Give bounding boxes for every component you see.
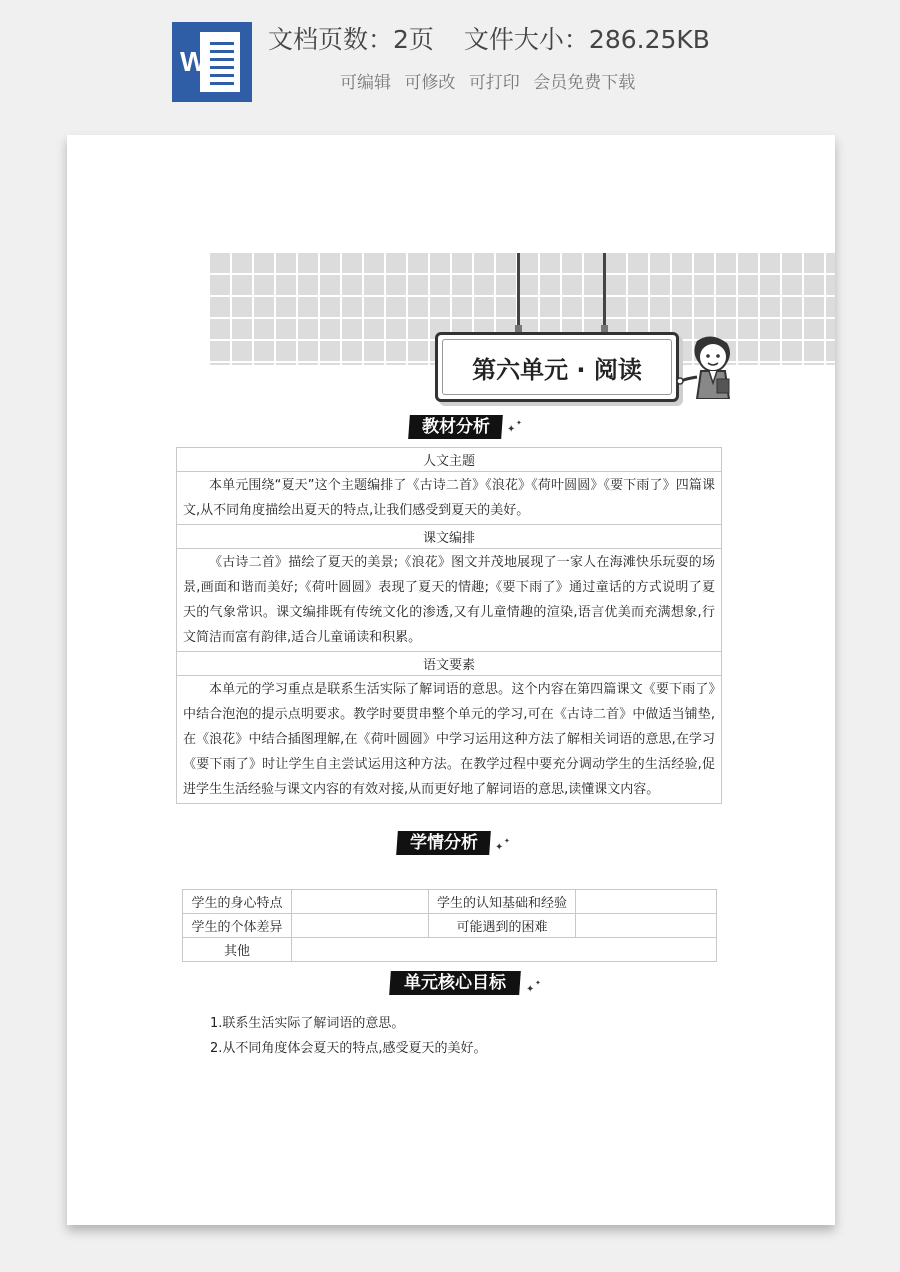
page-count: 文档页数：2页	[268, 25, 434, 54]
row-body-theme: 本单元围绕“夏天”这个主题编排了《古诗二首》《浪花》《荷叶圆圆》《要下雨了》四篇课文,从不同角度描绘出夏天的特点,让我们感受到夏天的美好。	[177, 472, 722, 525]
feature-member-download: 会员免费下载	[533, 73, 636, 93]
row-heading-arrangement: 课文编排	[177, 525, 722, 549]
unit-goals-text: 单元核心目标	[404, 973, 506, 993]
cell-empty	[292, 914, 429, 938]
unit-title: 第六单元 · 阅读	[442, 339, 672, 395]
download-header	[0, 0, 900, 120]
goal-item: 2.从不同角度体会夏天的特点,感受夏天的美好。	[210, 1041, 487, 1056]
cell-physical-mental: 学生的身心特点	[183, 890, 292, 914]
student-analysis-table	[182, 889, 717, 962]
feature-modifiable: 可修改	[404, 73, 456, 93]
student-analysis-label	[396, 831, 491, 855]
file-info	[268, 20, 740, 56]
rod-cap-right	[601, 325, 608, 332]
unit-goals-label	[389, 971, 521, 995]
teacher-cartoon-icon	[675, 333, 737, 399]
document-page	[67, 135, 835, 1225]
sparkle-icon: ✦	[504, 837, 510, 845]
goal-item: 1.联系生活实际了解词语的意思。	[210, 1016, 405, 1031]
cell-empty	[292, 938, 717, 962]
word-icon: W	[172, 22, 252, 102]
sparkle-icon: ✦	[526, 984, 535, 995]
cell-cognitive-basis: 学生的认知基础和经验	[429, 890, 576, 914]
sparkle-icon: ✦	[535, 979, 541, 987]
cell-empty	[576, 914, 717, 938]
sparkle-icon: ✦	[495, 842, 504, 853]
unit-title-board	[435, 332, 679, 402]
row-heading-theme: 人文主题	[177, 448, 722, 472]
feature-list	[340, 68, 643, 93]
sparkle-icon: ✦	[516, 419, 522, 427]
cell-empty	[292, 890, 429, 914]
feature-printable: 可打印	[468, 73, 520, 93]
feature-editable: 可编辑	[340, 73, 391, 93]
row-body-elements: 本单元的学习重点是联系生活实际了解词语的意思。这个内容在第四篇课文《要下雨了》中结合泡泡的提示点明要求。教学时要贯串整个单元的学习,可在《古诗二首》中做适当铺垫,在《浪花》中结合插图理解,在《荷叶圆圆》中学习运用这种方法了解相关词语的意思,在学习《要下雨了》时让学生自主尝试运用这种方法。在教学过程中要充分调动学生的生活经验,促进学生生活经验与课文内容的有效对接,从而更好地了解词语的意思,读懂课文内容。	[177, 676, 722, 804]
banner-rod-left	[517, 253, 520, 331]
textbook-analysis-table	[176, 447, 722, 804]
textbook-analysis-text: 教材分析	[421, 417, 490, 437]
row-body-arrangement: 《古诗二首》描绘了夏天的美景;《浪花》图文并茂地展现了一家人在海滩快乐玩耍的场景,画面和谐而美好;《荷叶圆圆》表现了夏天的情趣;《要下雨了》通过童话的方式说明了夏天的气象常识。课文编排既有传统文化的渗透,又有儿童情趣的渲染,语言优美而充满想象,行文简洁而富有韵律,适合儿童诵读和积累。	[177, 549, 722, 652]
cell-other: 其他	[183, 938, 292, 962]
file-size: 文件大小：286.25KB	[463, 25, 710, 54]
cell-possible-difficulty: 可能遇到的困难	[429, 914, 576, 938]
textbook-analysis-label	[408, 415, 503, 439]
row-heading-elements: 语文要素	[177, 652, 722, 676]
cell-empty	[576, 890, 717, 914]
sparkle-icon: ✦	[507, 424, 516, 435]
cell-individual-difference: 学生的个体差异	[183, 914, 292, 938]
banner-rod-right	[603, 253, 606, 331]
student-analysis-text: 学情分析	[409, 833, 478, 853]
rod-cap-left	[515, 325, 522, 332]
